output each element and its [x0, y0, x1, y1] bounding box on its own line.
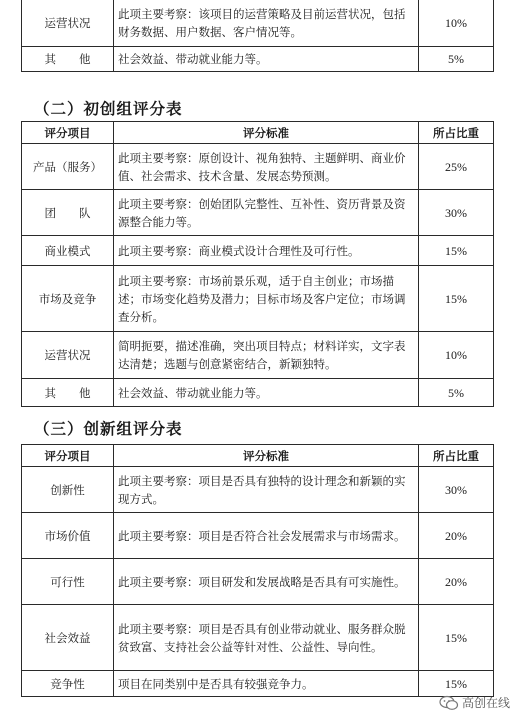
section-title: （二）初创组评分表 [34, 100, 183, 118]
item-cell: 市场价值 [22, 513, 114, 559]
item-cell: 团 队 [22, 190, 114, 236]
criteria-cell: 此项主要考察：商业模式设计合理性及可行性。 [114, 236, 419, 266]
table-row [22, 379, 494, 407]
table-header-row [22, 122, 494, 144]
wechat-icon [439, 695, 459, 711]
weight-cell: 15% [419, 605, 494, 671]
weight-cell: 15% [419, 671, 494, 697]
table-header-row [22, 445, 494, 467]
item-cell: 竞争性 [22, 671, 114, 697]
criteria-cell: 社会效益、带动就业能力等。 [114, 379, 419, 407]
weight-cell: 20% [419, 559, 494, 605]
table-row [22, 266, 494, 332]
table-row [22, 332, 494, 379]
table-row [22, 671, 494, 697]
table-row [22, 236, 494, 266]
table-row [22, 559, 494, 605]
section-title: （三）创新组评分表 [34, 420, 183, 438]
criteria-cell: 社会效益、带动就业能力等。 [114, 47, 419, 72]
criteria-cell: 此项主要考察：项目是否具有创业带动就业、服务群众脱贫致富、支持社会公益等针对性、公益性、导向性。 [114, 605, 419, 671]
header-item: 评分项目 [22, 122, 114, 144]
item-cell: 其 他 [22, 379, 114, 407]
item-cell: 可行性 [22, 559, 114, 605]
item-cell: 商业模式 [22, 236, 114, 266]
weight-cell: 15% [419, 236, 494, 266]
criteria-cell: 此项主要考察：原创设计、视角独特、主题鲜明、商业价值、社会需求、技术含量、发展态势预测。 [114, 144, 419, 190]
header-weight: 所占比重 [419, 122, 494, 144]
top-table [21, 0, 494, 72]
weight-cell: 30% [419, 190, 494, 236]
header-criteria: 评分标准 [114, 122, 419, 144]
weight-cell: 15% [419, 266, 494, 332]
header-weight: 所占比重 [419, 445, 494, 467]
criteria-cell: 此项主要考察：项目是否符合社会发展需求与市场需求。 [114, 513, 419, 559]
criteria-cell: 此项主要考察：市场前景乐观，适于自主创业；市场描述；市场变化趋势及潜力；目标市场及客户定位；市场调查分析。 [114, 266, 419, 332]
table-row [22, 513, 494, 559]
watermark-text: 高创在线 [461, 696, 510, 710]
table-row [22, 467, 494, 513]
criteria-cell: 项目在同类别中是否具有较强竞争力。 [114, 671, 419, 697]
item-cell: 市场及竞争 [22, 266, 114, 332]
table-row [22, 190, 494, 236]
item-cell: 产品（服务） [22, 144, 114, 190]
weight-cell: 25% [419, 144, 494, 190]
table-row [22, 144, 494, 190]
item-cell: 运营状况 [22, 0, 114, 47]
watermark [439, 694, 510, 711]
weight-cell: 5% [419, 47, 494, 72]
weight-cell: 20% [419, 513, 494, 559]
criteria-cell: 此项主要考察：创始团队完整性、互补性、资历背景及资源整合能力等。 [114, 190, 419, 236]
weight-cell: 10% [419, 332, 494, 379]
item-cell: 其 他 [22, 47, 114, 72]
weight-cell: 5% [419, 379, 494, 407]
table-row [22, 0, 494, 47]
criteria-cell: 此项主要考察：项目是否具有独特的设计理念和新颖的实现方式。 [114, 467, 419, 513]
weight-cell: 10% [419, 0, 494, 47]
weight-cell: 30% [419, 467, 494, 513]
header-item: 评分项目 [22, 445, 114, 467]
item-cell: 运营状况 [22, 332, 114, 379]
table-row [22, 605, 494, 671]
item-cell: 社会效益 [22, 605, 114, 671]
item-cell: 创新性 [22, 467, 114, 513]
criteria-cell: 简明扼要，描述准确，突出项目特点；材料详实，文字表达清楚；选题与创意紧密结合，新颖独特。 [114, 332, 419, 379]
header-criteria: 评分标准 [114, 445, 419, 467]
table-row [22, 47, 494, 72]
startup-score-table [21, 121, 494, 407]
criteria-cell: 此项主要考察：该项目的运营策略及目前运营状况，包括财务数据、用户数据、客户情况等。 [114, 0, 419, 47]
criteria-cell: 此项主要考察：项目研发和发展战略是否具有可实施性。 [114, 559, 419, 605]
innovation-score-table [21, 444, 494, 697]
